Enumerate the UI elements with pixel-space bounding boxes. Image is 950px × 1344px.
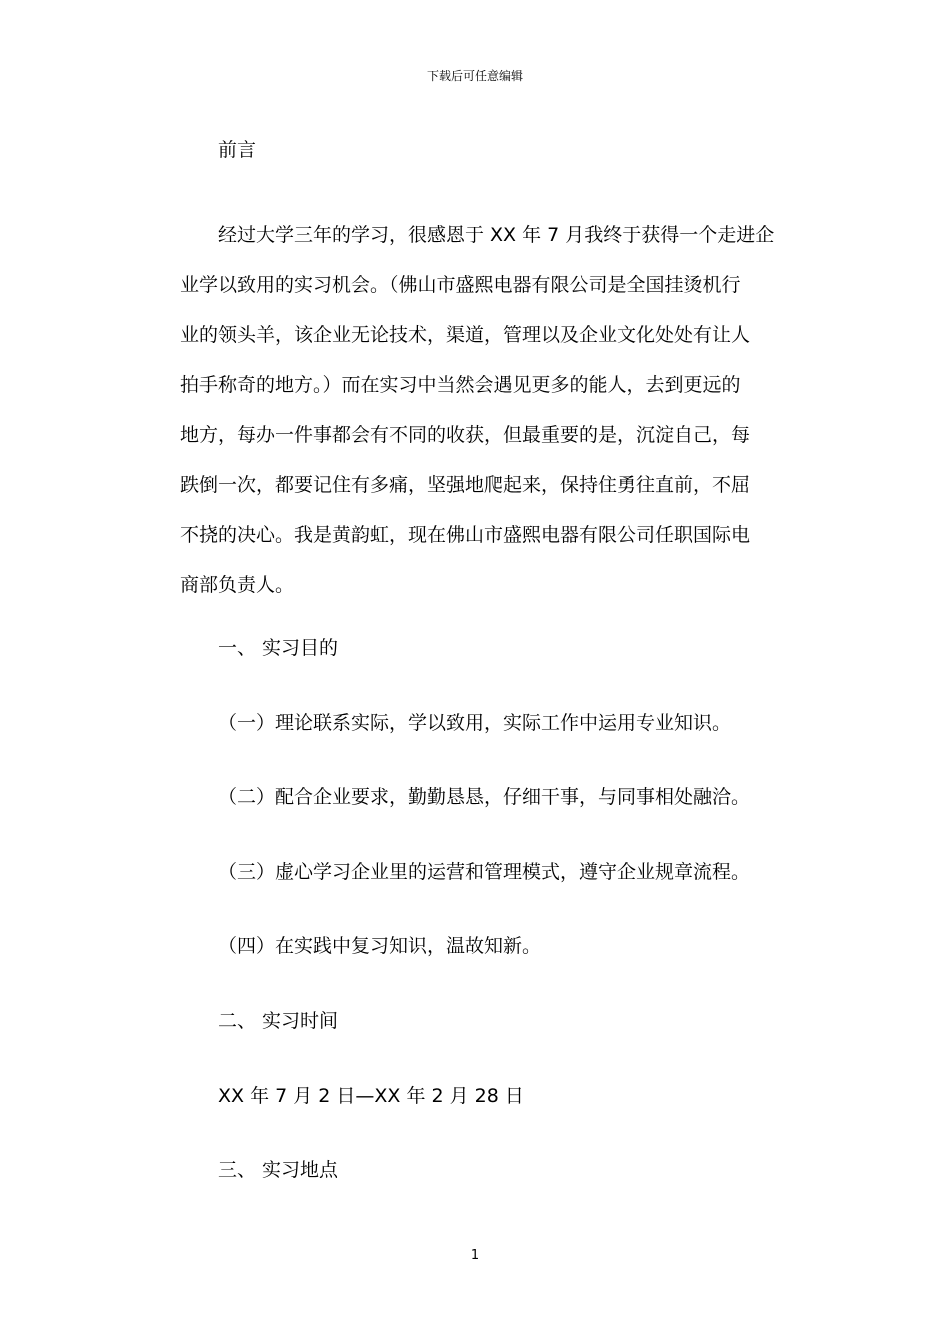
preface-paragraph — [180, 210, 780, 610]
header-note: 下载后可任意编辑 — [426, 69, 523, 83]
page-number: 1 — [470, 1248, 480, 1263]
paragraph-line: 业学以致用的实习机会。（佛山市盛熙电器有限公司是全国挂烫机行 — [180, 274, 741, 296]
section-3-title: 三、 实习地点 — [218, 1159, 339, 1181]
paragraph-line: 地方，每办一件事都会有不同的收获，但最重要的是，沉淀自己，每 — [180, 424, 751, 446]
paragraph-line: 跌倒一次，都要记住有多痛，坚强地爬起来，保持住勇往直前，不屈 — [180, 474, 751, 496]
section-1-item: （三）虚心学习企业里的运营和管理模式，遵守企业规章流程。 — [218, 861, 751, 883]
preface-title: 前言 — [218, 139, 257, 161]
paragraph-line: 拍手称奇的地方。）而在实习中当然会遇见更多的能人，去到更远的 — [180, 374, 741, 396]
section-1-item: （一）理论联系实际，学以致用，实际工作中运用专业知识。 — [218, 712, 732, 734]
section-1-item: （二）配合企业要求，勤勤恳恳，仔细干事，与同事相处融洽。 — [218, 786, 751, 808]
paragraph-line: 不挠的决心。我是黄韵虹，现在佛山市盛熙电器有限公司任职国际电 — [180, 524, 751, 546]
section-1-item: （四）在实践中复习知识，温故知新。 — [218, 935, 542, 957]
paragraph-line: 商部负责人。 — [180, 574, 295, 596]
section-2-title: 二、 实习时间 — [218, 1010, 339, 1032]
paragraph-line: 业的领头羊，该企业无论技术，渠道，管理以及企业文化处处有让人 — [180, 324, 751, 346]
internship-dates: XX 年 7 月 2 日—XX 年 2 月 28 日 — [218, 1085, 524, 1107]
section-1-title: 一、 实习目的 — [218, 637, 339, 659]
paragraph-line: 经过大学三年的学习，很感恩于 XX 年 7 月我终于获得一个走进企 — [218, 224, 775, 246]
